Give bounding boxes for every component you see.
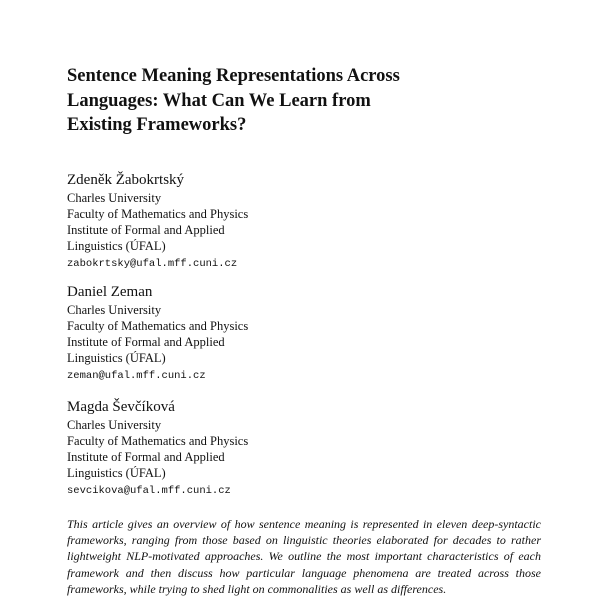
affiliation-institute-cont: Linguistics (ÚFAL): [67, 466, 166, 480]
author-block: [67, 397, 367, 499]
author-block: [67, 282, 367, 384]
author-name: Daniel Zeman: [67, 284, 153, 300]
affiliation-university: Charles University: [67, 303, 162, 317]
affiliation-institute: Institute of Formal and Applied: [67, 335, 225, 349]
affiliation-university: Charles University: [67, 418, 162, 432]
affiliation-institute-cont: Linguistics (ÚFAL): [67, 351, 166, 365]
title-line: Existing Frameworks?: [67, 115, 247, 135]
affiliation-institute: Institute of Formal and Applied: [67, 223, 225, 237]
author-email[interactable]: sevcikova@ufal.mff.cuni.cz: [67, 485, 231, 497]
paper-title: [67, 64, 507, 138]
author-block: [67, 170, 367, 272]
author-email[interactable]: zabokrtsky@ufal.mff.cuni.cz: [67, 258, 238, 270]
author-email[interactable]: zeman@ufal.mff.cuni.cz: [67, 370, 206, 382]
affiliation-institute: Institute of Formal and Applied: [67, 450, 225, 464]
affiliation-faculty: Faculty of Mathematics and Physics: [67, 434, 249, 448]
author-name: Zdeněk Žabokrtský: [67, 172, 185, 188]
affiliation-faculty: Faculty of Mathematics and Physics: [67, 207, 249, 221]
affiliation-faculty: Faculty of Mathematics and Physics: [67, 319, 249, 333]
author-name: Magda Ševčíková: [67, 399, 175, 415]
affiliation-institute-cont: Linguistics (ÚFAL): [67, 239, 166, 253]
title-line: Sentence Meaning Representations Across: [67, 66, 400, 86]
title-line: Languages: What Can We Learn from: [67, 90, 371, 111]
abstract-text: This article gives an overview of how sentence meaning is represented in eleven deep-syntactic frameworks, ranging from those based on linguistic theories elaborated for decades to rather lightweight NLP-motivated approaches. We outline the most important characteristics of each framework and then discuss how particular language phenomena are treated across those frameworks, while trying to shed light on commonalities as well as differences.: [67, 517, 541, 596]
affiliation-university: Charles University: [67, 191, 162, 205]
